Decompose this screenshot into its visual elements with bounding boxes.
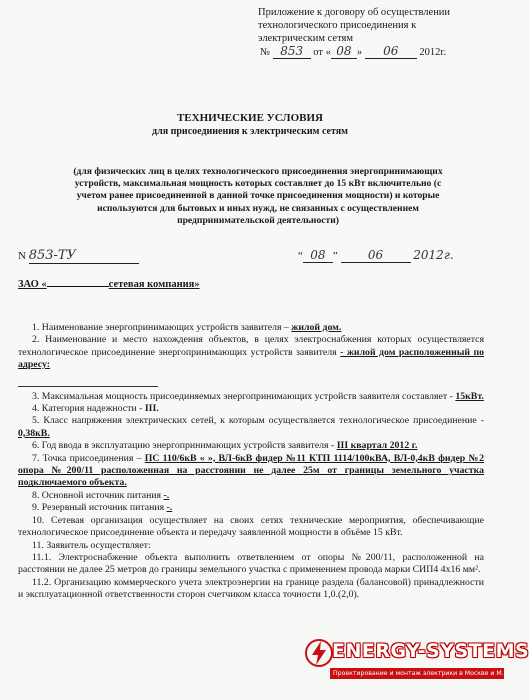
item-9-value: -. bbox=[166, 502, 173, 514]
number-prefix: № bbox=[260, 47, 271, 58]
appendix-line-3: электрическим сетям bbox=[258, 33, 353, 44]
logo-brand: ENERGY-SYSTEMS bbox=[332, 640, 529, 662]
contract-number-line: № 853 от « 08 » 06 2012г. bbox=[260, 44, 447, 58]
tu-number: 853-ТУ bbox=[29, 248, 139, 264]
item-1-text: 1. Наименование энергопринимающих устройств заявителя – bbox=[32, 322, 292, 333]
item-3-text: 3. Максимальная мощность присоединяемых энергопринимающих устройств заявителя составляет - bbox=[32, 390, 456, 402]
from-label: от bbox=[313, 47, 323, 58]
item-3 bbox=[18, 391, 484, 403]
item-11: 11. Заявитель осуществляет: bbox=[32, 539, 151, 551]
energy-systems-logo bbox=[302, 632, 529, 698]
item-9 bbox=[18, 502, 484, 514]
tu-date-month: 06 bbox=[341, 248, 411, 263]
item-4 bbox=[18, 403, 484, 415]
item-5 bbox=[18, 415, 484, 440]
logo-tagline: Проектирование и монтаж электрики в Москве и М.О. bbox=[330, 668, 504, 679]
item-11-2: 11.2. Организацию коммерческого учета электроэнергии на границе раздела (балансовой) принадлежности и эксплуатационной ответственности сторон счетчиком класса точности 1,0.(2,0). bbox=[18, 576, 484, 601]
company-name: сетевая компания» bbox=[108, 279, 200, 290]
item-3-value: 15кВт. bbox=[455, 390, 484, 402]
item-2 bbox=[18, 334, 484, 371]
tu-date-year: 2012г. bbox=[413, 248, 454, 262]
item-10: 10. Сетевая организация осуществляет на своих сетях технические мероприятия, обеспечивающие технологическое присоединение объекта и передачу заявленной мощности в объёме 15 кВт. bbox=[18, 514, 484, 539]
tu-number-line bbox=[18, 248, 488, 266]
item-7 bbox=[18, 453, 484, 490]
item-8-value: -. bbox=[163, 489, 170, 501]
item-6-value: III квартал 2012 г. bbox=[336, 440, 418, 452]
document-subtitle: для присоединения к электрическим сетям bbox=[152, 126, 348, 137]
item-5-text: 5. Класс напряжения электрических сетей, к которым осуществляется технологическое присоединение - bbox=[32, 415, 484, 427]
appendix-line-1: Приложение к договору об осуществлении bbox=[258, 7, 451, 18]
item-8-text: 8. Основной источник питания bbox=[32, 489, 164, 501]
item-8 bbox=[18, 490, 484, 502]
item-2-address-blank bbox=[18, 372, 158, 387]
scope-note: (для физических лиц в целях технологического присоединения энергопринимающих устройств, максимальная мощность которых составляет до 15 кВт включительно (с учетом ранее присоединенной в данной точке присоединения мощности) и которые используются для бытовых и иных нужд, не связанных с осуществлением предпринимательской деятельности) bbox=[73, 166, 443, 226]
item-1 bbox=[18, 322, 484, 334]
item-7-value: ПС 110/6кВ « », ВЛ-6кВ фидер №11 КТП 1114/100кВА, ВЛ-0,4кВ фидер №2 опора №200/11 расположенная на расстоянии не далее 25м от границы земельного участка подключаемого объекта. bbox=[18, 452, 484, 489]
conditions-body bbox=[18, 322, 484, 602]
item-2-text: 2. Наименование и место нахождения объектов, в целях электроснабжения которых осуществляется технологическое присоединение энергопринимающих устройств заявителя bbox=[18, 334, 484, 358]
company-line bbox=[18, 276, 200, 290]
tu-n-label: N bbox=[18, 250, 26, 262]
lightning-icon bbox=[304, 638, 334, 668]
item-2-value: - жилой дом расположенный по адресу: bbox=[18, 346, 484, 371]
contract-number: 853 bbox=[273, 44, 311, 59]
item-6-text: 6. Год ввода в эксплуатацию энергопринимающих устройств заявителя - bbox=[32, 440, 337, 452]
item-5-value: 0,38кВ. bbox=[18, 427, 50, 439]
tu-date: “ 08 ” 06 2012г. bbox=[298, 248, 454, 262]
company-prefix: ЗАО « bbox=[18, 279, 47, 290]
appendix-header bbox=[258, 6, 494, 45]
item-7-text: 7. Точка присоединения – bbox=[32, 452, 145, 464]
company-redacted bbox=[47, 276, 109, 287]
item-6 bbox=[18, 440, 484, 452]
item-1-value: жилой дом. bbox=[291, 322, 342, 333]
contract-day: 08 bbox=[331, 44, 357, 59]
item-4-value: III. bbox=[144, 403, 159, 415]
item-4-text: 4. Категория надежности - bbox=[32, 403, 145, 415]
document-title: ТЕХНИЧЕСКИЕ УСЛОВИЯ bbox=[176, 112, 324, 124]
item-11-1: 11.1. Электроснабжение объекта выполнить ответвлением от опоры №200/11, расположенной на расстоянии не далее 25 метров до границы земельного участка с применением провода марки СИП4 4х16 мм². bbox=[18, 551, 484, 576]
appendix-line-2: технологического присоединения к bbox=[258, 20, 417, 31]
tu-date-day: 08 bbox=[303, 248, 333, 263]
contract-year: 2012г. bbox=[419, 47, 447, 58]
item-9-text: 9. Резервный источник питания bbox=[32, 502, 167, 514]
contract-month: 06 bbox=[365, 44, 417, 59]
